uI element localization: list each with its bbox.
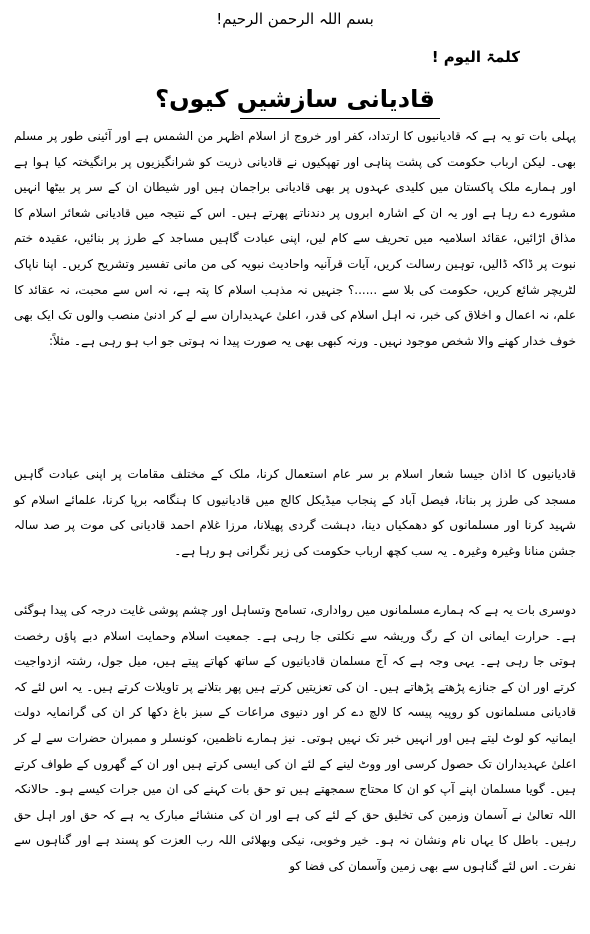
paragraph-2: قادیانیوں کا اذان جیسا شعار اسلام بر سر عام استعمال کرنا، ملک کے مختلف مقامات پر اپنی عبادت گاہیں مسجد کی طرز پر بنانا، فیصل آباد کے پنجاب میڈیکل کالج میں قادیانیوں کا ہنگامہ برپا کرنا، علمائے اسلام کو شہید کرنا اور مسلمانوں کو دھمکیاں دینا، دہشت گردی پھیلانا، مرزا غلام احمد قادیانی کی موت پر صد سالہ جشن منانا وغیرہ وغیرہ۔ یہ سب کچھ ارباب حکومت کی زیر نگرانی ہو رہا ہے۔ — [14, 467, 576, 558]
paragraph-3: دوسری بات یہ ہے کہ ہمارے مسلمانوں میں رواداری، تسامح وتساہل اور چشم پوشی غایت درجہ کی پیدا ہوگئی ہے۔ حرارت ایمانی ان کے رگ وریشہ سے نکلتی جا رہی ہے۔ جمعیت اسلام وحمایت اسلام دبے پاؤں رخصت ہوتی جا رہی ہے۔ یہی وجہ ہے کہ آج مسلمان قادیانیوں کے ساتھ کھاتے پیتے ہیں، میل جول، رشتہ ازدواجیت کرتے اور ان کے جنازے پڑھتے پڑھاتے ہیں۔ ان کی تعزیتیں کرتے ہیں پھر بتلانے پر تاویلات کرتے ہیں۔ یہ اس لئے کہ قادیانی مسلمانوں کو روپیہ پیسہ کا لالچ دے کر اور دنیوی مراعات کے سبز باغ دکھا کر ان کی گرانمایہ دولت ایمانیہ کو لوٹ لیتے ہیں اور انہیں خبر تک نہیں ہوتی۔ نیز ہمارے ناظمین، کونسلر و ممبران حضرات سے لے کر اعلیٰ عہدیداران تک حصول کرسی اور ووٹ لینے کے لئے ان کی ایسی کرتے ہیں اور ان کے گھروں کے طواف کرتے ہیں۔ گویا مسلمان اپنے آپ کو ان کا محتاج سمجھتے ہیں تو حق بات کہنے کی ان میں جرات کیسے ہو۔ حالانکہ اللہ تعالیٰ نے آسمان وزمین کی تخلیق حق کے لئے کی ہے اور ان کی منشائے مبارک یہ ہے کہ حق اور اہل حق رہیں۔ باطل کا یہاں نام ونشان نہ ہو۔ خیر وخوبی، نیکی وبھلائی اللہ رب العزت کو پسند ہے اور گناہوں سے نفرت۔ اس لئے گناہوں سے بھی زمین وآسمان کی فضا کو — [14, 603, 576, 873]
paragraph-1: پہلی بات تو یہ ہے کہ قادیانیوں کا ارتداد، کفر اور خروج از اسلام اظہر من الشمس ہے اور آئینی طور پر مسلم بھی۔ لیکن ارباب حکومت کی پشت پناہی اور تھپکیوں نے قادیانی ذریت کو شرانگیزیوں پر برانگیختہ کیا ہوا ہے اور ہمارے ملک پاکستان میں کلیدی عہدوں پر بھی قادیانی براجمان ہیں اور شیطان ان کے سر پر بیٹھا انہیں مشورے دے رہا ہے اور یہ ان کے اشارہ ابروں پر دندناتے پھرتے ہیں۔ اس کے نتیجہ میں قادیانی شعائر اسلام کا مذاق اڑائیں، عقائد اسلامیہ میں تحریف سے کام لیں، اپنی عبادت گاہیں مساجد کے طرز پر بنائیں، عقیدہ ختم نبوت پر ڈاکہ ڈالیں، توہین رسالت کریں، آیات قرآنیہ واحادیث نبویہ کی من مانی تفسیر وتشریح کریں۔ اپنا ناپاک لٹریچر شائع کریں، حکومت کی بلا سے ......؟ جنہیں نہ مذہب اسلام کا پتہ ہے، نہ اس سے محبت، نہ عقائد کا علم، نہ اعمال و اخلاق کی خبر، نہ اہل اسلام کی قدر، اعلیٰ عہدیداران سے لے کر ادنیٰ منصب والوں تک ایک بھی خوف خدار کھنے والا شخص موجود نہیں۔ ورنہ کبھی بھی یہ صورت پیدا نہ ہوتی جو اب ہو رہی ہے۔ مثلاً: — [14, 129, 576, 348]
article-title: قادیانی سازشیں کیوں؟ — [155, 85, 435, 113]
bismillah-heading: بسم اللہ الرحمن الرحیم! — [216, 10, 374, 28]
title-underline — [240, 118, 440, 119]
column-label: کلمۃ الیوم ! — [431, 48, 520, 66]
